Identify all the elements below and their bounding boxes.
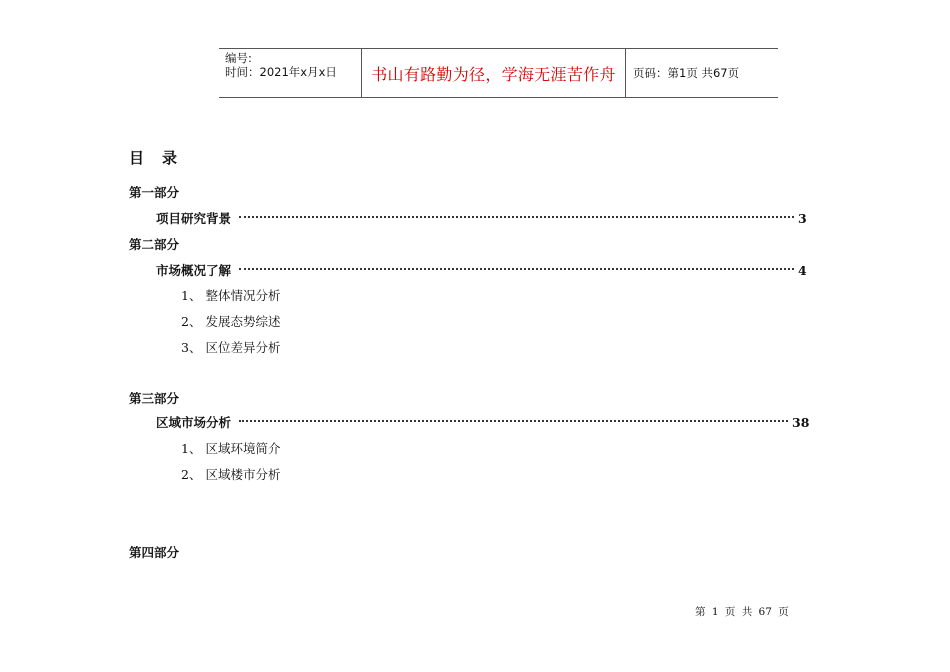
page-footer: 第 1 页 共 67 页 bbox=[695, 606, 789, 618]
toc-sub-item bbox=[181, 338, 280, 356]
toc-sub-item bbox=[181, 439, 280, 457]
toc-entry-page: 4 bbox=[798, 262, 807, 278]
toc-sub-text: 区位差异分析 bbox=[205, 340, 281, 355]
toc-part-2: 第二部分 bbox=[129, 237, 180, 252]
page-header bbox=[219, 48, 778, 98]
toc-sub-text: 整体情况分析 bbox=[205, 288, 281, 303]
document-number-label: 编号: bbox=[225, 51, 252, 65]
toc-sub-num: 3、 bbox=[181, 340, 202, 355]
toc-entry-3[interactable] bbox=[156, 413, 810, 431]
toc-entry-1[interactable] bbox=[156, 209, 807, 227]
toc-title-left: 目 bbox=[129, 149, 145, 167]
document-time-label: 时间：2021年x月x日 bbox=[225, 65, 337, 79]
toc-sub-text: 发展态势综述 bbox=[205, 314, 281, 329]
header-motto: 书山有路勤为径，学海无涯苦作舟 bbox=[362, 49, 626, 97]
toc-sub-item bbox=[181, 312, 280, 330]
toc-title-right: 录 bbox=[162, 149, 178, 167]
toc-entry-2[interactable] bbox=[156, 261, 807, 279]
header-meta-cell bbox=[219, 49, 362, 97]
toc-part-3: 第三部分 bbox=[129, 391, 180, 406]
toc-entry-label: 区域市场分析 bbox=[156, 415, 232, 430]
toc-entry-page: 3 bbox=[798, 210, 807, 226]
header-page-count: 页码：第1页 共67页 bbox=[633, 66, 740, 80]
toc-sub-num: 2、 bbox=[181, 467, 202, 482]
toc-sub-num: 1、 bbox=[181, 288, 202, 303]
toc-title bbox=[129, 147, 177, 168]
toc-leader-dots bbox=[239, 216, 794, 218]
toc-sub-num: 1、 bbox=[181, 441, 202, 456]
toc-entry-page: 38 bbox=[792, 414, 810, 430]
toc-sub-num: 2、 bbox=[181, 314, 202, 329]
toc-sub-text: 区域楼市分析 bbox=[205, 467, 281, 482]
toc-part-1: 第一部分 bbox=[129, 185, 180, 200]
toc-sub-item bbox=[181, 465, 280, 483]
toc-leader-dots bbox=[239, 268, 794, 270]
toc-leader-dots bbox=[239, 420, 788, 422]
toc-entry-label: 市场概况了解 bbox=[156, 263, 232, 278]
toc-part-4: 第四部分 bbox=[129, 545, 180, 560]
toc-sub-text: 区域环境简介 bbox=[205, 441, 281, 456]
toc-sub-item bbox=[181, 286, 280, 304]
toc-entry-label: 项目研究背景 bbox=[156, 211, 232, 226]
